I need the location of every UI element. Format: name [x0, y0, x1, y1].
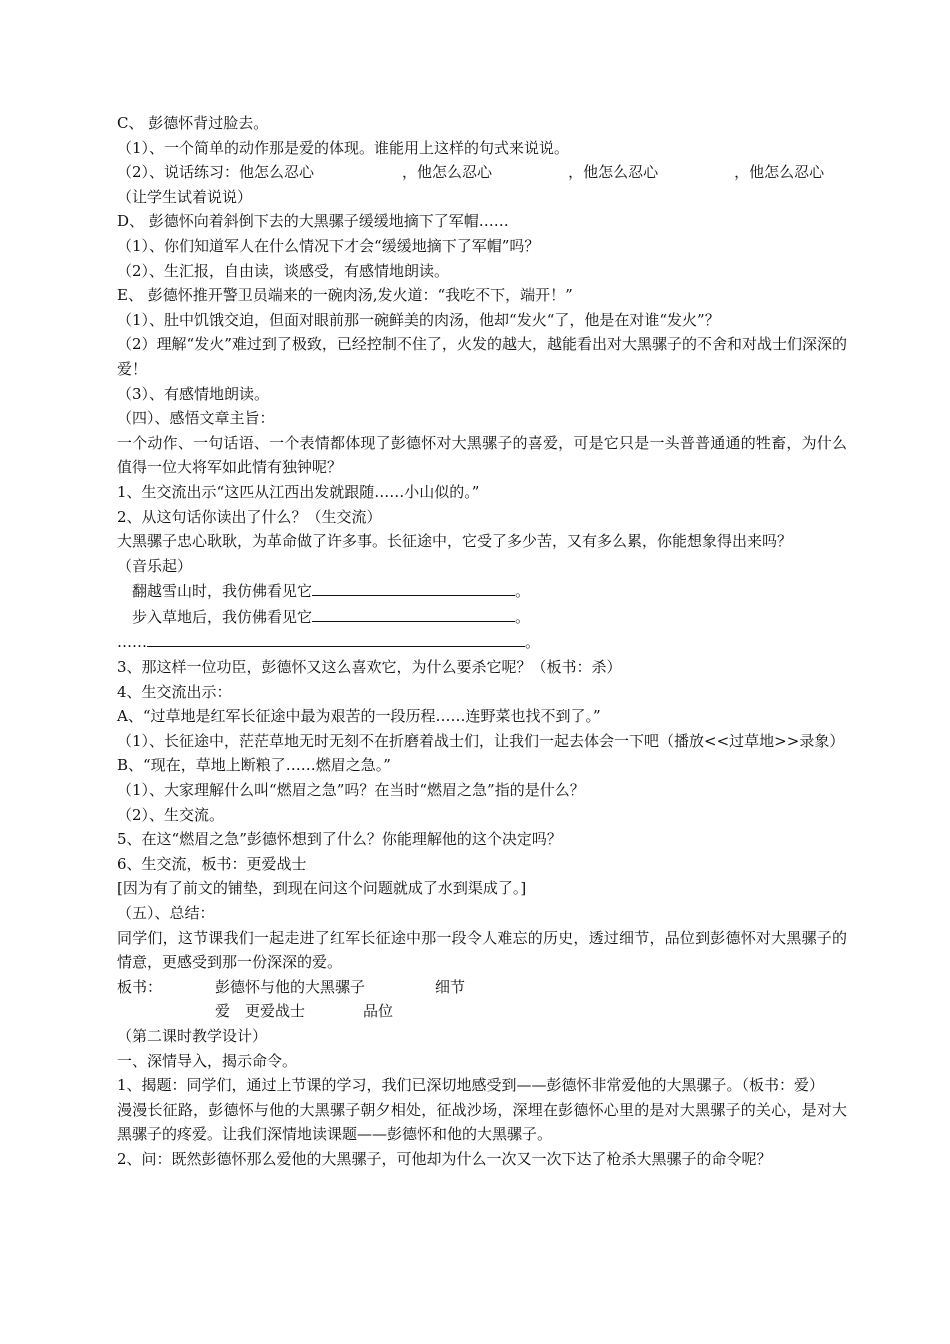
paragraph: 2、从这句话你读出了什么？（生交流） — [117, 507, 382, 526]
paragraph: （1）、你们知道军人在什么情况下才会“缓缓地摘下了军帽”吗？ — [117, 236, 540, 255]
board-detail: 细节 — [435, 977, 466, 996]
paragraph: 4、生交流出示： — [117, 682, 232, 701]
board-label: 板书： — [117, 977, 163, 996]
section-d-heading: D、 彭德怀向着斜倒下去的大黑骡子缓缓地摘下了军帽…… — [117, 212, 509, 231]
paragraph: 1、生交流出示“这匹从江西出发就跟随……小山似的。” — [117, 482, 480, 501]
paragraph: （1）、肚中饥饿交迫，但面对眼前那一碗鲜美的肉汤，他却“发火“了，他是在对谁“发火”？ — [117, 310, 720, 329]
paragraph: 漫漫长征路，彭德怀与他的大黑骡子朝夕相处，征战沙场，深埋在彭德怀心里的是对大黑骡子的关心，是对大黑骡子的疼爱。让我们深情地读课题——彭德怀和他的大黑骡子。 — [117, 1100, 847, 1144]
speaking-practice-line: （2）、说话练习：他怎么忍心 ，他怎么忍心 ，他怎么忍心 ，他怎么忍心 — [117, 163, 825, 182]
paragraph: （3）、有感情地朗读。 — [117, 384, 270, 403]
blank-underline — [147, 629, 525, 647]
paragraph: （2）理解“发火”难过到了极致，已经控制不住了，火发的越大，越能看出对大黑骡子的不舍和对战士们深深的爱！ — [117, 335, 847, 378]
blackboard-line-1 — [117, 975, 847, 1000]
paragraph: 5、在这“燃眉之急”彭德怀想到了什么？你能理解他的这个决定吗？ — [117, 830, 562, 849]
board-love: 爱 更爱战士 — [215, 1002, 306, 1021]
fill-blank-line: 步入草地后，我仿佛看见它 。 — [117, 604, 847, 630]
paragraph: （音乐起） — [117, 556, 193, 575]
paragraph: 2、问：既然彭德怀那么爱他的大黑骡子，可他却为什么一次又一次下达了枪杀大黑骡子的命令呢？ — [117, 1149, 772, 1168]
section-e-heading: E、 彭德怀推开警卫员端来的一碗肉汤,发火道：“我吃不下，端开！” — [117, 286, 573, 305]
document-body — [117, 111, 847, 1172]
paragraph: 一、深情导入，揭示命令。 — [117, 1051, 298, 1070]
paragraph: （让学生试着说说） — [117, 187, 253, 206]
paragraph: （1）、一个简单的动作那是爱的体现。谁能用上这样的句式来说说。 — [117, 138, 570, 157]
fill-blank-line: 翻越雪山时，我仿佛看见它 。 — [117, 578, 847, 604]
blank-underline — [312, 578, 515, 596]
blank-underline — [312, 604, 515, 622]
board-taste: 品位 — [363, 1002, 394, 1021]
quote-a: A、“过草地是红军长征途中最为艰苦的一段历程……连野菜也找不到了。” — [117, 707, 601, 726]
bracket-note: [因为有了前文的铺垫，到现在问这个问题就成了水到渠成了。] — [117, 879, 527, 898]
blackboard-line-2 — [117, 999, 847, 1024]
paragraph: 1、揭题：同学们，通过上节课的学习，我们已深切地感受到——彭德怀非常爱他的大黑骡子。（板书：爱） — [117, 1076, 825, 1095]
quote-b: B、“现在，草地上断粮了……燃眉之急。” — [117, 756, 391, 775]
fill-blank-line: …… 。 — [117, 629, 847, 655]
paragraph: 同学们，这节课我们一起走进了红军长征途中那一段令人难忘的历史，透过细节，品位到彭德怀对大黑骡子的情意，更感受到那一份深深的爱。 — [117, 928, 847, 972]
paragraph: 6、生交流，板书：更爱战士 — [117, 854, 307, 873]
paragraph: 3、那这样一位功臣，彭德怀又这么喜欢它，为什么要杀它呢？（板书：杀） — [117, 658, 622, 677]
paragraph: （1）、长征途中，茫茫草地无时无刻不在折磨着战士们，让我们一起去体会一下吧（播放<<过草地>>录象） — [117, 731, 845, 750]
paragraph: （2）、生交流。 — [117, 805, 225, 824]
paragraph: 大黑骡子忠心耿耿，为革命做了许多事。长征途中，它受了多少苦，又有多么累，你能想象得出来吗？ — [117, 532, 793, 551]
paragraph: （1）、大家理解什么叫“燃眉之急”吗？在当时“燃眉之急”指的是什么？ — [117, 781, 585, 800]
lesson-2-heading: （第二课时教学设计） — [117, 1026, 268, 1045]
section-4-heading: （四）、感悟文章主旨： — [117, 409, 275, 428]
section-5-heading: （五）、总结： — [117, 904, 215, 922]
section-c-heading: C、 彭德怀背过脸去。 — [117, 114, 269, 132]
board-title: 彭德怀与他的大黑骡子 — [215, 977, 366, 996]
paragraph: 一个动作、一句话语、一个表情都体现了彭德怀对大黑骡子的喜爱，可是它只是一头普普通通的牲畜，为什么值得一位大将军如此情有独钟呢？ — [117, 433, 847, 477]
paragraph: （2）、生汇报，自由读，谈感受，有感情地朗读。 — [117, 261, 450, 280]
